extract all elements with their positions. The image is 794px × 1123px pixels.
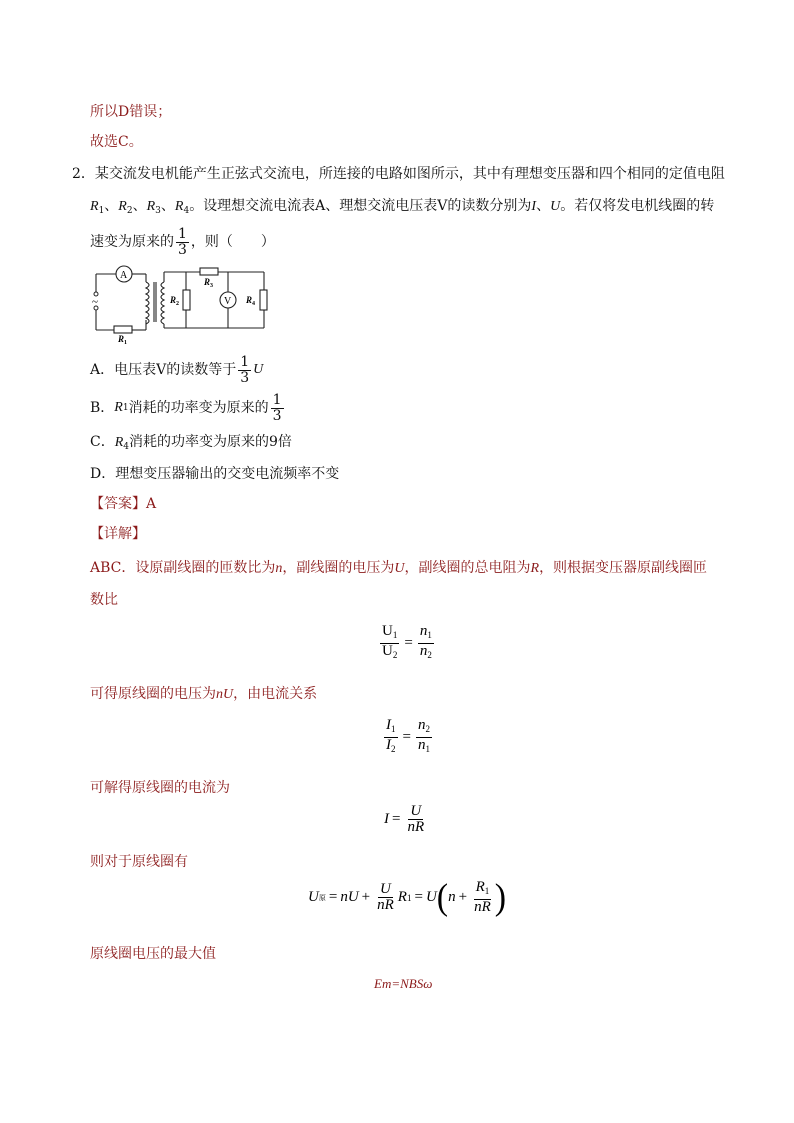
intro-line-2: 故选C。 [90,134,143,150]
equation-primary-voltage: U 原 = nU + $\frac{U}{nR}$ R 1 = U ( n + $\frac{R_1}{nR}$ ) [308,876,507,918]
var-i: I [531,199,537,214]
detail-p1-line2: 数比 [90,592,118,608]
resistor-r2 [183,290,190,310]
resistor-r4 [260,290,267,310]
question-text-3: 速变为原来的 [90,234,174,250]
circuit-diagram [88,262,278,344]
var-u: U [550,199,561,214]
sub: 3 [155,206,161,216]
sub: 2 [126,206,133,216]
equation-current-ratio: $\frac{I_1}{I_2}$ = $\frac{n_2}{n_1}$ [386,717,430,754]
detail-p4: 则对于原线圈有 [90,854,188,870]
resistor-r3 [200,268,218,275]
fraction-one-third: $\frac{1}{3}$ [178,225,187,258]
equation-emf-max: Em=NBSω [374,976,433,991]
detail-p5: 原线圈电压的最大值 [90,946,216,962]
question-text-3-tail: ，则（ ） [190,234,275,250]
equation-voltage-ratio: $\frac{U_1}{U_2}$ = $\frac{n_1}{n_2}$ [382,623,432,660]
svg-text:R2: $R_2$ [170,295,180,307]
answer-line [90,494,156,514]
ammeter-label: A [120,270,128,281]
sub: 1 [98,206,105,216]
question-line-1 [72,164,725,184]
question-text-1: 某交流发电机能产生正弦式交流电，所连接的电路如图所示，其中有理想变压器和四个相同的定值电阻 [94,166,725,182]
sub: 4 [183,206,190,216]
svg-text:R3: $R_3$ [204,277,214,289]
answer-label: 【答案】 [90,496,146,512]
option-d: D．理想变压器输出的交变电流频率不变 [90,466,340,482]
question-line-2: $R_1$、$R_2$、$R_3$、$R_4$。设理想交流电流表A、理想交流电压表V的读数分别为I、U。若仅将发电机线圈的转 [90,198,715,216]
ac-source-icon: ~ [92,296,98,308]
detail-p2: 可得原线圈的电压为nU，由电流关系 [90,686,318,702]
detail-label: 【详解】 [90,526,146,542]
answer-value: A [146,496,157,512]
question-number: 2． [72,166,95,182]
voltmeter-label: V [224,296,232,307]
question-text-2: 。设理想交流电流表A、理想交流电压表V的读数分别为 [189,198,532,214]
option-a: A．电压表V的读数等于 $\frac{1}{3}$ U [90,353,264,386]
question-text-2-end: 。若仅将发电机线圈的转 [560,198,715,214]
svg-text:R1: $R_1$ [118,334,128,344]
detail-p3: 可解得原线圈的电流为 [90,780,230,796]
equation-primary-current: I = $\frac{U}{nR}$ [384,803,425,835]
var-r: R [90,199,99,214]
detail-p1: ABC．设原副线圈的匝数比为n，副线圈的电压为U，副线圈的总电阻为R，则根据变压器原副线圈匝 [90,560,708,576]
intro-line-1: 所以D错误； [90,104,172,120]
option-b: B． R 1 消耗的功率变为原来的 $\frac{1}{3}$ [90,391,282,424]
var-r: R [174,199,184,214]
var-r: R [118,199,127,214]
resistor-r1 [114,326,132,333]
question-line-3 [90,222,275,262]
var-r: R [146,199,156,214]
svg-text:R4: $R_4$ [246,295,256,307]
option-c: C．$R_4$消耗的功率变为原来的9倍 [90,434,292,452]
